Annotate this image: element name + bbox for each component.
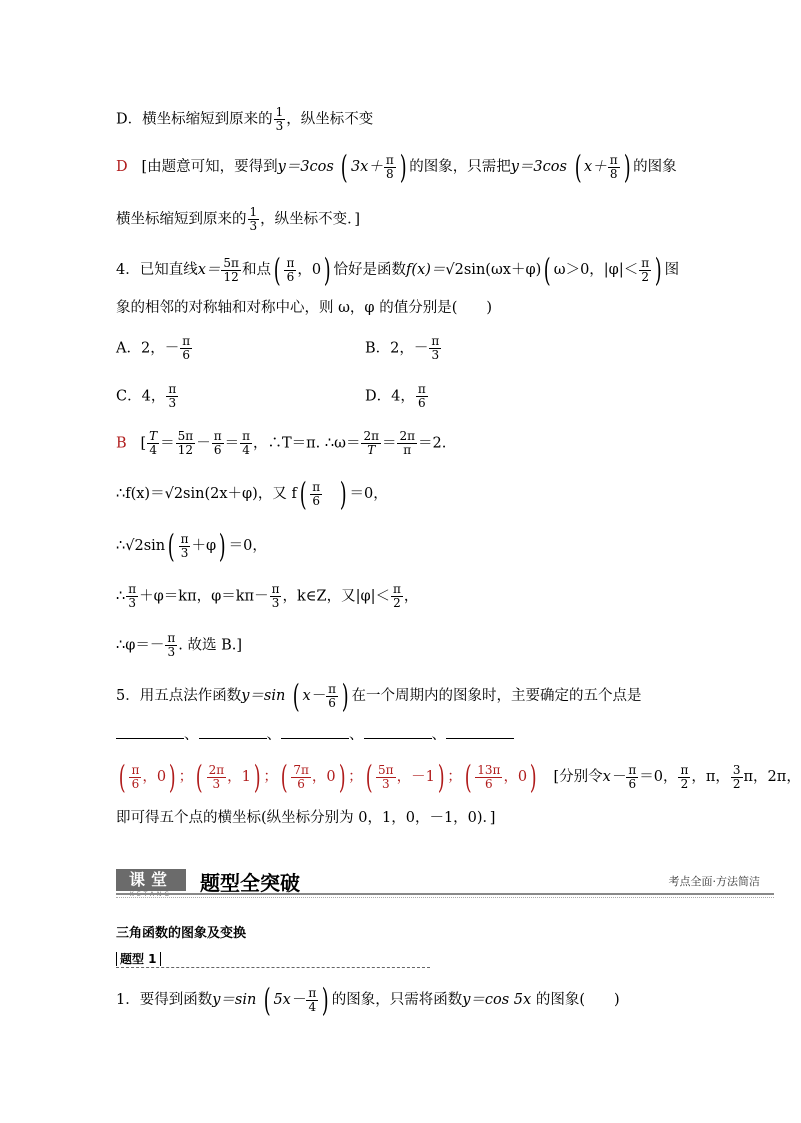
option-c: C．4， $\frac{\pi}{3}$ xyxy=(116,382,177,410)
answer-4-line1: B [ $\frac{T}{4}$ ＝ $\frac{5\pi}{12}$ － $\frac{\pi}{6}$ ＝ $\frac{\pi}{4}$ ，∴T＝π. ∴ω＝ $\frac{2\pi}{T}$ ＝ $\frac{2\pi}{\pi}$ ＝2. xyxy=(116,429,447,457)
answer-letter: B xyxy=(116,435,127,452)
section-heading: 三角函数的图象及变换 xyxy=(116,926,247,941)
option-d: D．横坐标缩短到原来的 $\frac{1}{3}$ ，纵坐标不变 xyxy=(116,105,374,133)
section-title: 题型全突破 xyxy=(200,871,300,895)
answer-letter: D xyxy=(116,159,128,175)
question-5-blanks: 、 、 、 、 xyxy=(116,724,514,745)
question-4-line1: 4．已知直线x＝ $\frac{5\pi}{12}$ 和点( $\frac{\pi}{6}$ ，0) 恰好是函数f(x)＝√2sin(ωx＋φ)( ω＞0，|φ|＜ $\frac{\pi}{2}$ ) 图 xyxy=(116,251,680,289)
ketang-tag: 课堂 xyxy=(116,869,186,891)
option-b: B．2，－ $\frac{\pi}{3}$ xyxy=(365,334,440,362)
section-header-bar xyxy=(116,869,774,897)
question-5-line1: 5．用五点法作函数y＝sin ( x－ $\frac{\pi}{6}$ ) 在一个周期内的图象时，主要确定的五个点是 xyxy=(116,677,642,715)
answer-3-line2: 横坐标缩短到原来的 $\frac{1}{3}$ ，纵坐标不变．] xyxy=(116,205,361,233)
question-4-line2: 象的相邻的对称轴和对称中心，则 ω，φ 的值分别是( ) xyxy=(116,300,493,316)
answer-5-points: ( $\frac{\pi}{6}$ ，0) ；( $\frac{2\pi}{3}$ ，1) ；( $\frac{7\pi}{6}$ ，0) ；( $\frac{5\pi}{3}$ ，－1) ；( $\frac{13\pi}{6}$ ，0) [分别令x－ $\frac{\pi}{6}$ ＝0， $\frac{\pi}{2}$ ，π， $\frac{3}{2}$ π，2π， xyxy=(118,758,801,796)
answer-4-line2: ∴f(x)＝√2sin(2x＋φ)，又 f( $\frac{\pi}{6}$ ) ＝0， xyxy=(116,475,388,513)
answer-5-line3: 即可得五个点的横坐标(纵坐标分别为 0，1，0，－1，0)．] xyxy=(116,810,496,826)
answer-4-line5: ∴φ＝－ $\frac{\pi}{3}$ . 故选 B.] xyxy=(116,631,243,659)
option-a: A．2，－ $\frac{\pi}{6}$ xyxy=(116,334,191,362)
type-tag: 题型 1 xyxy=(116,952,161,966)
answer-3-line1: D [由题意可知，要得到y＝3cos ( 3x＋ $\frac{\pi}{8}$ ) 的图象，只需把y＝3cos ( x＋ $\frac{\pi}{8}$ ) 的图象 xyxy=(116,148,677,186)
header-rule-dotted xyxy=(116,897,774,898)
option-d4: D．4， $\frac{\pi}{6}$ xyxy=(365,382,426,410)
ketang-subtag: KETANG xyxy=(129,891,173,898)
type-tag-rule xyxy=(116,967,430,968)
section-tagline: 考点全面·方法简洁 xyxy=(668,875,760,888)
question-1: 1．要得到函数y＝sin ( 5x－ $\frac{\pi}{4}$ ) 的图象，只需将函数y＝cos 5x 的图象( ) xyxy=(116,981,620,1019)
answer-4-line3: ∴√2sin( $\frac{\pi}{3}$ ＋φ) ＝0， xyxy=(116,527,267,565)
answer-4-line4: ∴ $\frac{\pi}{3}$ ＋φ＝kπ，φ＝kπ－ $\frac{\pi}{3}$ ，k∈Z，又|φ|＜ $\frac{\pi}{2}$ ， xyxy=(116,582,419,610)
header-rule xyxy=(116,893,774,895)
